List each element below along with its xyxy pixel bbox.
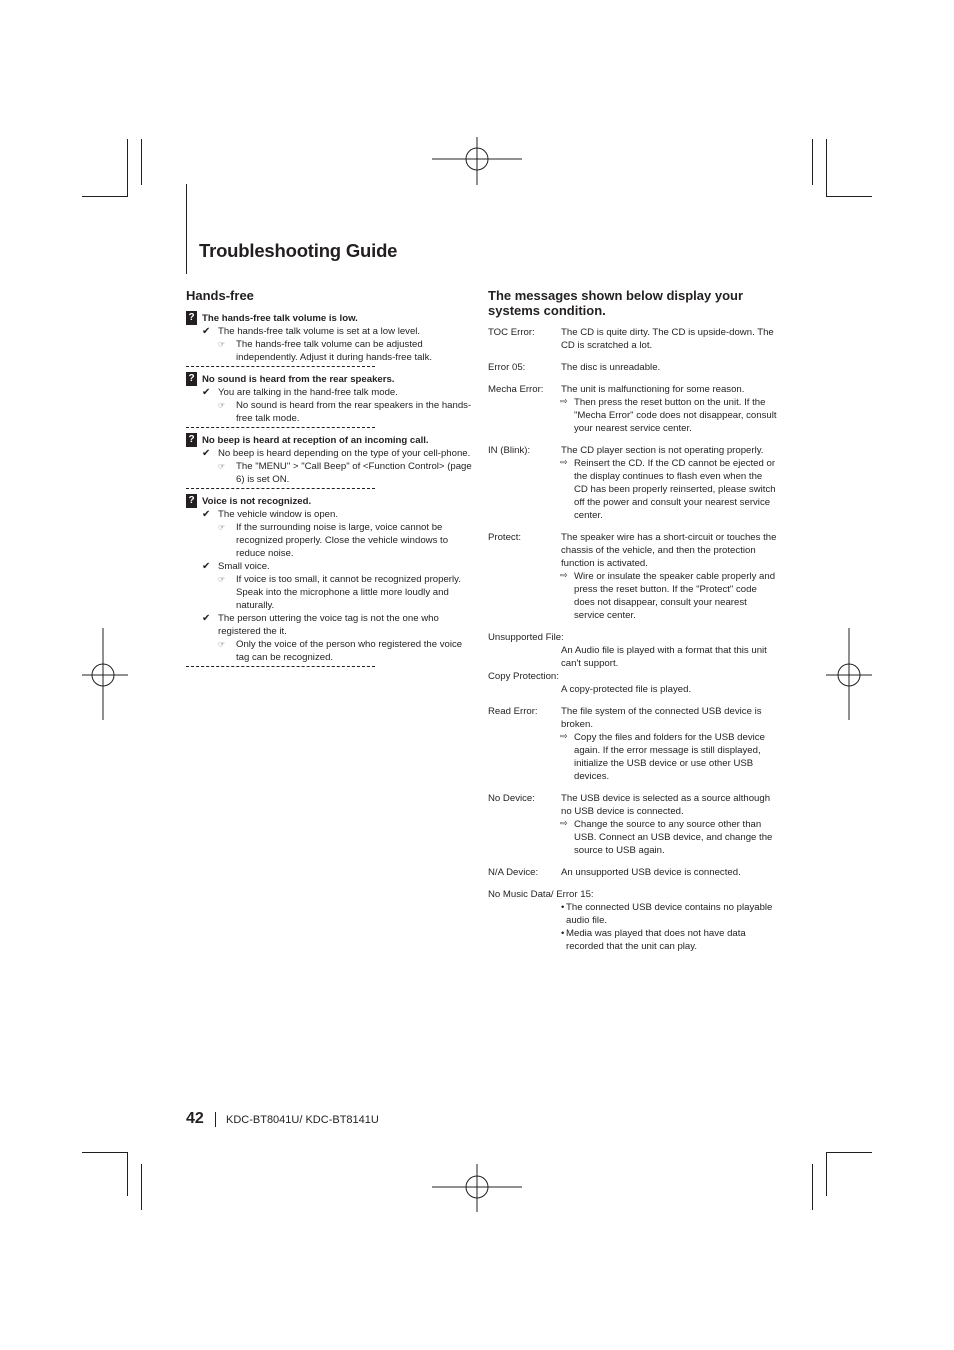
message-list [488,326,778,953]
faq-item [186,495,476,667]
check-icon: ✔ [202,387,211,398]
faq-cause: ✔ No beep is heard depending on the type of your cell-phone. [202,448,471,459]
check-icon: ✔ [202,326,211,337]
message-bullet: • The connected USB device contains no playable audio file. [561,902,773,926]
message-text: A copy-protected file is played. [561,684,692,695]
message-label: TOC Error: [488,327,535,338]
footer-divider [215,1112,216,1127]
message-text: The CD player section is not operating properly. [561,445,764,456]
message-item-error-05 [488,361,778,374]
message-bullet: • Media was played that does not have data recorded that the unit can play. [561,928,746,952]
arrow-right-icon: ⇨ [560,458,568,468]
check-icon: ✔ [202,509,211,520]
arrow-right-icon: ⇨ [560,397,568,407]
message-label: No Music Data/ Error 15: [488,889,594,900]
pointing-hand-icon: ☞ [218,401,226,410]
messages-section [488,288,778,953]
registration-mark-left [80,628,130,720]
faq-question: ? Voice is not recognized. [186,495,476,508]
faq-question: ? No sound is heard from the rear speakers. [186,373,476,386]
pointing-hand-icon: ☞ [218,462,226,471]
faq-cause: ✔ Small voice. [202,561,270,572]
registration-mark-right [824,628,874,720]
message-item-copy-protection [488,670,778,696]
faq-item [186,373,476,428]
message-item-protect [488,531,778,622]
model-name: KDC-BT8041U/ KDC-BT8141U [226,1114,379,1126]
message-label: No Device: [488,793,535,804]
message-text: The CD is quite dirty. The CD is upside-down. The CD is scratched a lot. [561,327,774,351]
message-text: An Audio file is played with a format that this unit can't support. [561,645,767,669]
message-label: Error 05: [488,362,526,373]
message-remedy: ⇨ Then press the reset button on the unit. If the "Mecha Error" code does not disappear, consult your nearest service center. [560,397,777,434]
message-text: An unsupported USB device is connected. [561,867,741,878]
message-item-toc-error [488,326,778,352]
faq-remedy: ☞ If the surrounding noise is large, voice cannot be recognized properly. Close the vehicle windows to reduce noise. [218,522,449,559]
message-item-no-device [488,792,778,857]
message-item-read-error [488,705,778,783]
dashed-divider [186,366,375,367]
page-number: 42 [186,1110,204,1127]
message-label: IN (Blink): [488,445,531,456]
faq-question: ? The hands-free talk volume is low. [186,312,476,325]
faq-question: ? No beep is heard at reception of an incoming call. [186,434,476,447]
message-item-in-blink [488,444,778,522]
registration-mark-top [430,137,524,185]
message-label: Mecha Error: [488,384,544,395]
arrow-right-icon: ⇨ [560,732,568,742]
message-text: The speaker wire has a short-circuit or touches the chassis of the vehicle, and then the protection function is activated. [561,532,777,569]
message-label: N/A Device: [488,867,539,878]
page-title: Troubleshooting Guide [199,240,398,261]
question-icon: ? [186,372,197,386]
title-rule [186,184,187,274]
faq-remedy: ☞ Only the voice of the person who registered the voice tag can be recognized. [218,639,463,663]
message-remedy: ⇨ Wire or insulate the speaker cable properly and press the reset button. If the "Protect" code does not disappear, consult your nearest service center. [560,571,776,621]
faq-cause: ✔ The vehicle window is open. [202,509,338,520]
pointing-hand-icon: ☞ [218,575,226,584]
dashed-divider [186,666,375,667]
dashed-divider [186,427,375,428]
faq-item [186,434,476,489]
faq-remedy: ☞ If voice is too small, it cannot be recognized properly. Speak into the microphone a little more loudly and naturally. [218,574,461,611]
message-item-mecha-error [488,383,778,435]
faq-remedy: ☞ The hands-free talk volume can be adjusted independently. Adjust it during hands-free talk. [218,339,433,363]
message-text: The USB device is selected as a source although no USB device is connected. [561,793,771,817]
check-icon: ✔ [202,448,211,459]
pointing-hand-icon: ☞ [218,340,226,349]
message-item-unsupported-file [488,631,778,670]
messages-heading: The messages shown below display your systems condition. [488,288,744,318]
message-text: The unit is malfunctioning for some reason. [561,384,745,395]
faq-remedy: ☞ The "MENU" > "Call Beep" of <Function Control> (page 6) is set ON. [218,461,472,485]
message-label: Protect: [488,532,522,543]
registration-mark-bottom [430,1164,524,1212]
faq-remedy: ☞ No sound is heard from the rear speakers in the hands-free talk mode. [218,400,472,424]
question-icon: ? [186,311,197,325]
message-item-no-music-data [488,888,778,953]
pointing-hand-icon: ☞ [218,640,226,649]
check-icon: ✔ [202,613,211,624]
message-remedy: ⇨ Change the source to any source other than USB. Connect an USB device, and change the source to USB again. [560,819,773,856]
arrow-right-icon: ⇨ [560,571,568,581]
hands-free-heading: Hands-free [186,288,254,303]
message-label: Copy Protection: [488,671,559,682]
dashed-divider [186,488,375,489]
question-icon: ? [186,494,197,508]
pointing-hand-icon: ☞ [218,523,226,532]
message-label: Unsupported File: [488,632,564,643]
message-remedy: ⇨ Reinsert the CD. If the CD cannot be ejected or the display continues to flash even when the CD has been properly reinserted, please switch off the power and consult your nearest service center. [560,458,776,521]
faq-item [186,312,476,367]
check-icon: ✔ [202,561,211,572]
faq-cause: ✔ You are talking in the hand-free talk mode. [202,387,398,398]
faq-cause: ✔ The hands-free talk volume is set at a low level. [202,326,421,337]
message-remedy: ⇨ Copy the files and folders for the USB device again. If the error message is still displayed, initialize the USB device or use other USB devices. [560,732,765,782]
arrow-right-icon: ⇨ [560,819,568,829]
message-item-na-device [488,866,778,879]
question-icon: ? [186,433,197,447]
message-text: The file system of the connected USB device is broken. [561,706,762,730]
faq-cause: ✔ The person uttering the voice tag is not the one who registered the it. [202,613,439,637]
message-label: Read Error: [488,706,538,717]
message-text: The disc is unreadable. [561,362,661,373]
hands-free-section [186,288,476,667]
